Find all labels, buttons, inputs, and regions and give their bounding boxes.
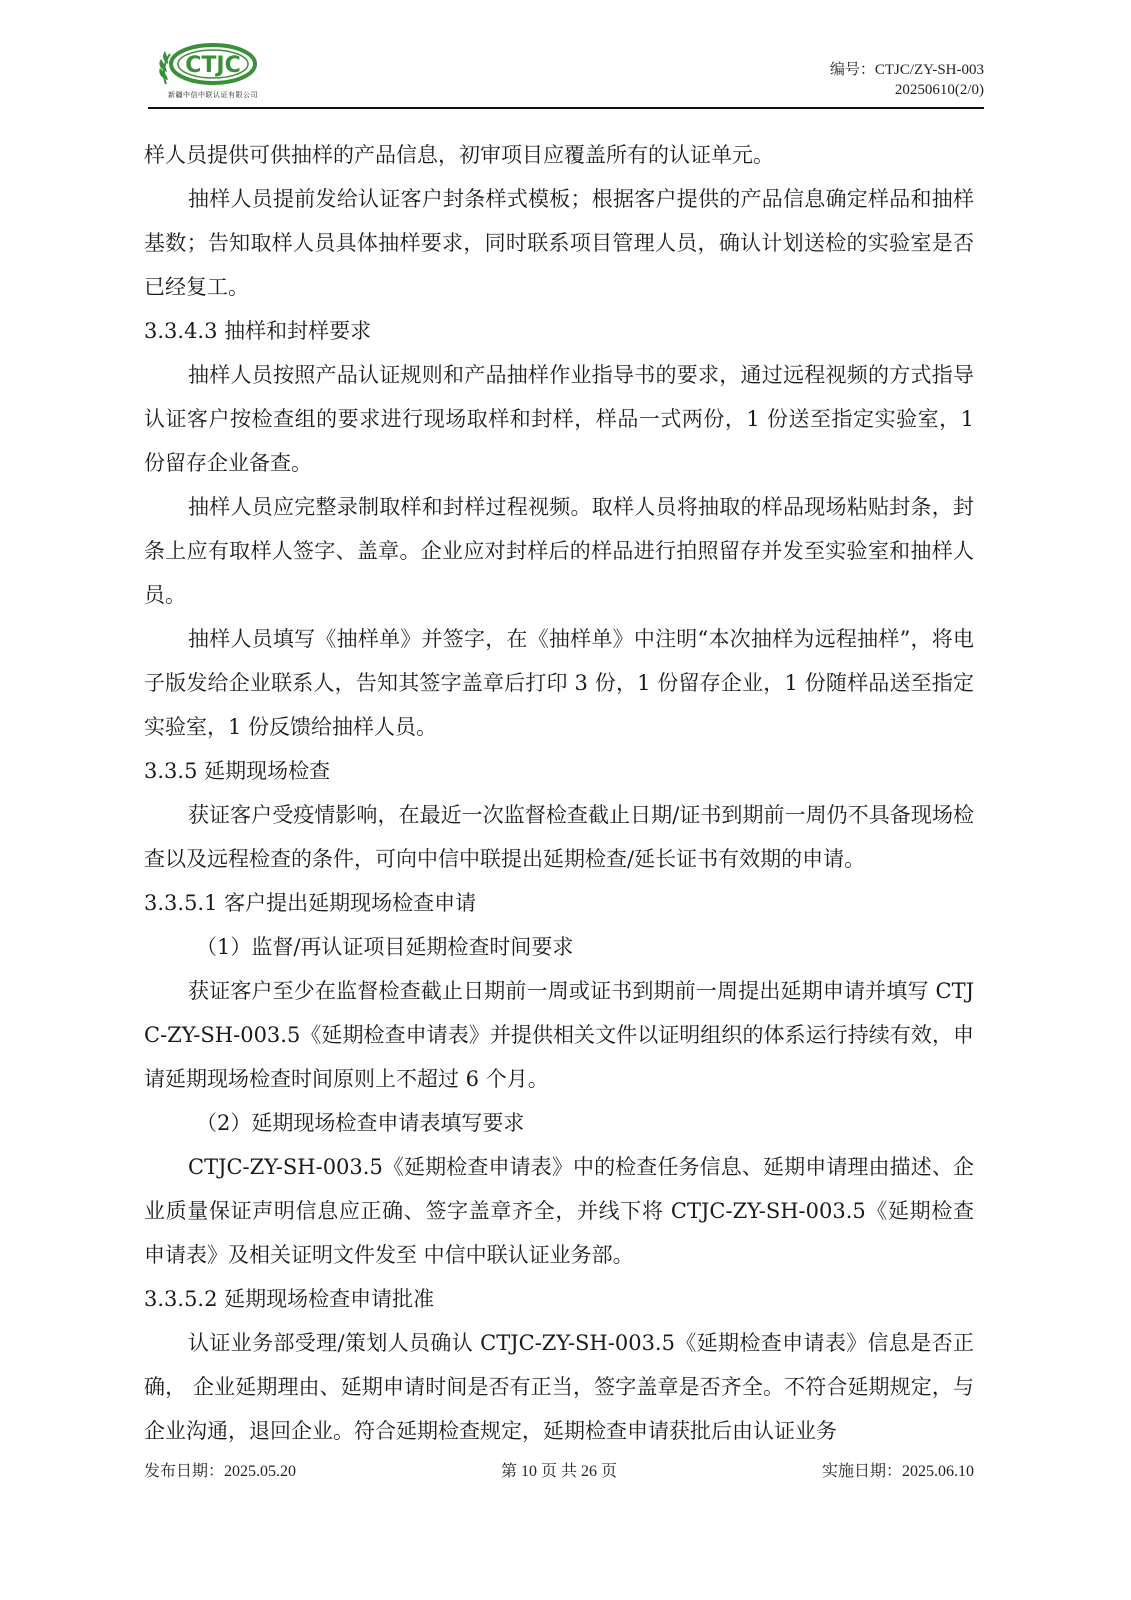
document-body: [144, 133, 974, 1453]
paragraph: 获证客户受疫情影响，在最近一次监督检查截止日期/证书到期前一周仍不具备现场检查以及远程检查的条件，可向中信中联提出延期检查/延长证书有效期的申请。: [144, 803, 974, 871]
paragraph: 获证客户至少在监督检查截止日期前一周或证书到期前一周提出延期申请并填写 CTJC-ZY-SH-003.5《延期检查申请表》并提供相关文件以证明组织的体系运行持续有效，申请延期现场检查时间原则上不超过 6 个月。: [144, 979, 974, 1091]
header-divider: [148, 107, 984, 109]
section-heading: 3.3.4.3 抽样和封样要求: [144, 319, 372, 343]
document-number: 编号：CTJC/ZY-SH-003: [829, 62, 984, 78]
paragraph: 抽样人员提前发给认证客户封条样式模板；根据客户提供的产品信息确定样品和抽样 基数；告知取样人员具体抽样要求，同时联系项目管理人员，确认计划送检的实验室是否已经复工。: [144, 187, 974, 299]
document-version: 20250610(2/0): [894, 82, 984, 98]
ctjc-logo-icon: [156, 40, 260, 92]
effective-date: 实施日期：2025.06.10: [821, 1463, 974, 1480]
paragraph: 抽样人员填写《抽样单》并签字，在《抽样单》中注明“本次抽样为远程抽样”，将电子版发给企业联系人，告知其签字盖章后打印 3 份，1 份留存企业，1 份随样品送至指定实验室，1 份反馈给抽样人员。: [144, 627, 974, 739]
paragraph: 样人员提供可供抽样的产品信息，初审项目应覆盖所有的认证单元。: [144, 143, 774, 167]
publish-date: 发布日期：2025.05.20: [144, 1463, 297, 1480]
page-footer: [144, 1458, 974, 1482]
section-heading: 3.3.5.1 客户提出延期现场检查申请: [144, 891, 477, 915]
page-header: [148, 36, 984, 108]
logo-lettering: CTJC: [185, 53, 241, 78]
subsection-heading: （2）延期现场检查申请表填写要求: [196, 1111, 525, 1135]
paragraph: 抽样人员按照产品认证规则和产品抽样作业指导书的要求，通过远程视频的方式指导认证客户按检查组的要求进行现场取样和封样，样品一式两份，1 份送至指定实验室，1 份留存企业备查。: [144, 363, 974, 475]
subsection-heading: （1）监督/再认证项目延期检查时间要求: [196, 935, 574, 959]
paragraph: 抽样人员应完整录制取样和封样过程视频。取样人员将抽取的样品现场粘贴封条，封条上应有取样人签字、盖章。企业应对封样后的样品进行拍照留存并发至实验室和抽样人 员。: [144, 495, 974, 607]
document-meta: [830, 60, 984, 100]
section-heading: 3.3.5 延期现场检查: [144, 759, 331, 783]
section-heading: 3.3.5.2 延期现场检查申请批准: [144, 1287, 435, 1311]
paragraph: 认证业务部受理/策划人员确认 CTJC-ZY-SH-003.5《延期检查申请表》信息是否正确， 企业延期理由、延期申请时间是否有正当，签字盖章是否齐全。不符合延期规定，与企业沟通，退回企业。符合延期检查规定，延期检查申请获批后由认证业务: [144, 1331, 974, 1443]
page-number: 第 10 页 共 26 页: [500, 1463, 617, 1480]
company-name: 新疆中信中联认证有限公司: [168, 91, 258, 99]
paragraph: CTJC-ZY-SH-003.5《延期检查申请表》中的检查任务信息、延期申请理由描述、企业质量保证声明信息应正确、签字盖章齐全，并线下将 CTJC-ZY-SH-003.5《延期检查申请表》及相关证明文件发至 中信中联认证业务部。: [144, 1155, 974, 1267]
